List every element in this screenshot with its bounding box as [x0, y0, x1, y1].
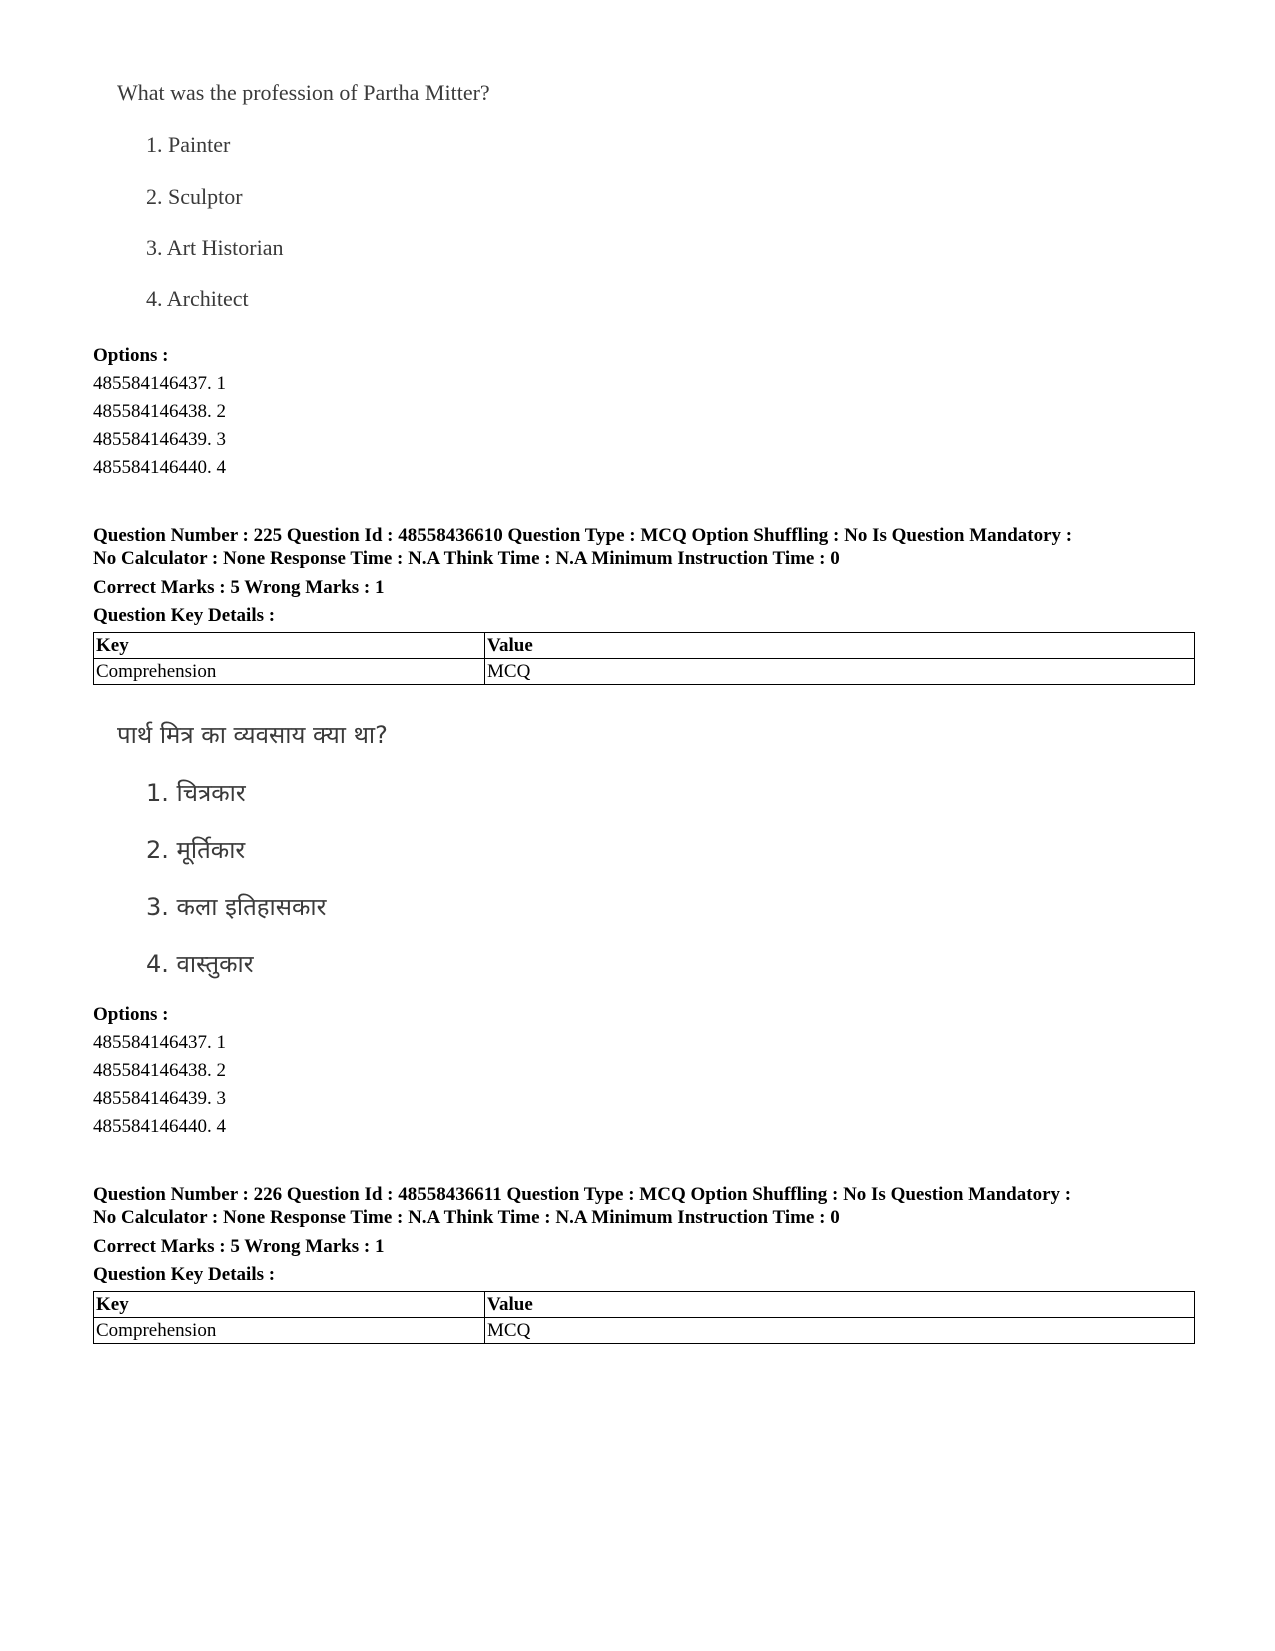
option-item: 485584146440. 4: [93, 1116, 226, 1137]
option-item: 485584146439. 3: [93, 429, 226, 450]
option-item: 485584146437. 1: [93, 373, 226, 394]
option-item: 485584146438. 2: [93, 1060, 226, 1081]
hindi-choice-4: 4. वास्तुकार: [146, 950, 254, 978]
table-cell-value: MCQ: [485, 659, 1195, 685]
question-marks: Correct Marks : 5 Wrong Marks : 1: [93, 577, 385, 598]
option-item: 485584146437. 1: [93, 1032, 226, 1053]
table-cell-key: Comprehension: [94, 659, 485, 685]
hindi-choice-1: 1. चित्रकार: [146, 779, 246, 807]
english-choice-1: 1. Painter: [146, 132, 231, 157]
question-marks: Correct Marks : 5 Wrong Marks : 1: [93, 1236, 385, 1257]
table-header-row: [94, 1292, 1195, 1318]
english-choice-2: 2. Sculptor: [146, 184, 243, 209]
english-choice-3: 3. Art Historian: [146, 235, 284, 260]
table-header-row: [94, 633, 1195, 659]
options-label: Options :: [93, 345, 169, 366]
english-question-text: What was the profession of Partha Mitter?: [117, 80, 490, 105]
hindi-choice-3: 3. कला इतिहासकार: [146, 893, 327, 921]
table-header-key: Key: [94, 633, 485, 659]
question-key-table: [93, 632, 1195, 685]
option-item: 485584146438. 2: [93, 401, 226, 422]
table-header-value: Value: [485, 633, 1195, 659]
table-cell-value: MCQ: [485, 1318, 1195, 1344]
question-key-details-label: Question Key Details :: [93, 605, 276, 626]
hindi-choice-2: 2. मूर्तिकार: [146, 836, 246, 864]
table-header-value: Value: [485, 1292, 1195, 1318]
table-header-key: Key: [94, 1292, 485, 1318]
english-choice-4: 4. Architect: [146, 286, 249, 311]
table-cell-key: Comprehension: [94, 1318, 485, 1344]
question-header-line-1: Question Number : 225 Question Id : 48558436610 Question Type : MCQ Option Shuffling : No Is Question Mandatory :: [93, 525, 1073, 546]
question-key-details-label: Question Key Details :: [93, 1264, 276, 1285]
option-item: 485584146439. 3: [93, 1088, 226, 1109]
option-item: 485584146440. 4: [93, 457, 226, 478]
question-key-table: [93, 1291, 1195, 1344]
question-header-line-1: Question Number : 226 Question Id : 48558436611 Question Type : MCQ Option Shuffling : No Is Question Mandatory :: [93, 1184, 1072, 1205]
table-row: [94, 659, 1195, 685]
hindi-question-text: पार्थ मित्र का व्यवसाय क्या था?: [117, 721, 388, 749]
question-header-line-2: No Calculator : None Response Time : N.A Think Time : N.A Minimum Instruction Time : 0: [93, 548, 840, 569]
table-row: [94, 1318, 1195, 1344]
options-label: Options :: [93, 1004, 169, 1025]
question-header-line-2: No Calculator : None Response Time : N.A Think Time : N.A Minimum Instruction Time : 0: [93, 1207, 840, 1228]
